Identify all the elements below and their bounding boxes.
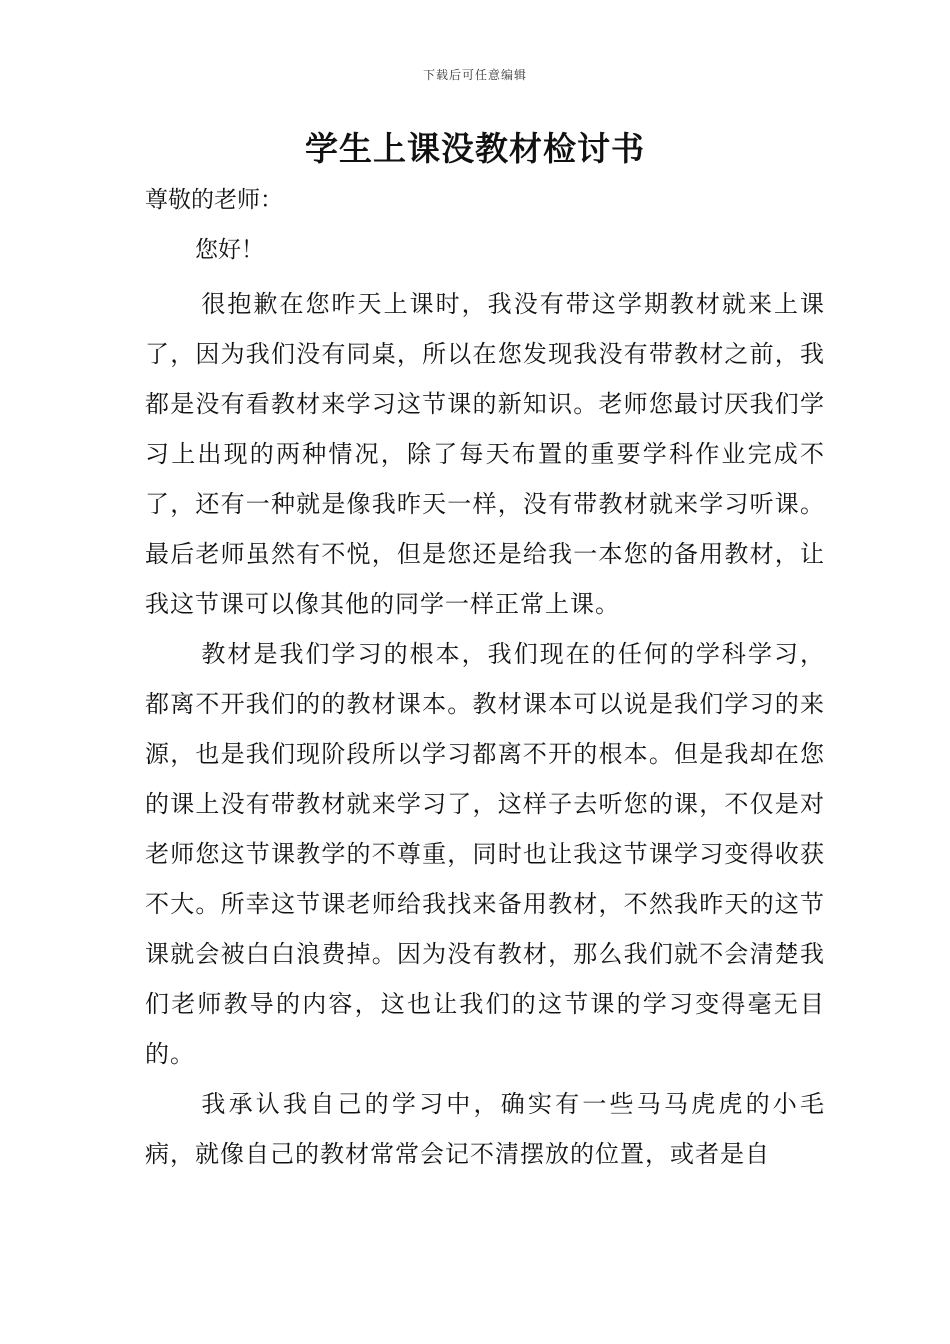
document-body bbox=[145, 279, 825, 1179]
greeting: 您好！ bbox=[195, 237, 264, 263]
body-paragraph: 很抱歉在您昨天上课时，我没有带这学期教材就来上课了，因为我们没有同桌，所以在您发现我没有带教材之前，我都是没有看教材来学习这节课的新知识。老师您最讨厌我们学习上出现的两种情况，除了每天布置的重要学科作业完成不了，还有一种就是像我昨天一样，没有带教材就来学习听课。最后老师虽然有不悦，但是您还是给我一本您的备用教材，让我这节课可以像其他的同学一样正常上课。 bbox=[145, 290, 825, 618]
page-header-note: 下载后可任意编辑 bbox=[422, 68, 527, 82]
document-title: 学生上课没教材检讨书 bbox=[305, 129, 645, 168]
salutation: 尊敬的老师： bbox=[145, 187, 283, 213]
body-paragraph: 我承认我自己的学习中，确实有一些马马虎虎的小毛病，就像自己的教材常常会记不清摆放的位置，或者是自 bbox=[145, 1090, 825, 1168]
body-paragraph: 教材是我们学习的根本，我们现在的任何的学科学习，都离不开我们的的教材课本。教材课本可以说是我们学习的来源，也是我们现阶段所以学习都离不开的根本。但是我却在您的课上没有带教材就来学习了，这样子去听您的课，不仅是对老师您这节课教学的不尊重，同时也让我这节课学习变得收获不大。所幸这节课老师给我找来备用教材，不然我昨天的这节课就会被白白浪费掉。因为没有教材，那么我们就不会清楚我们老师教导的内容，这也让我们的这节课的学习变得毫无目的。 bbox=[145, 640, 825, 1068]
